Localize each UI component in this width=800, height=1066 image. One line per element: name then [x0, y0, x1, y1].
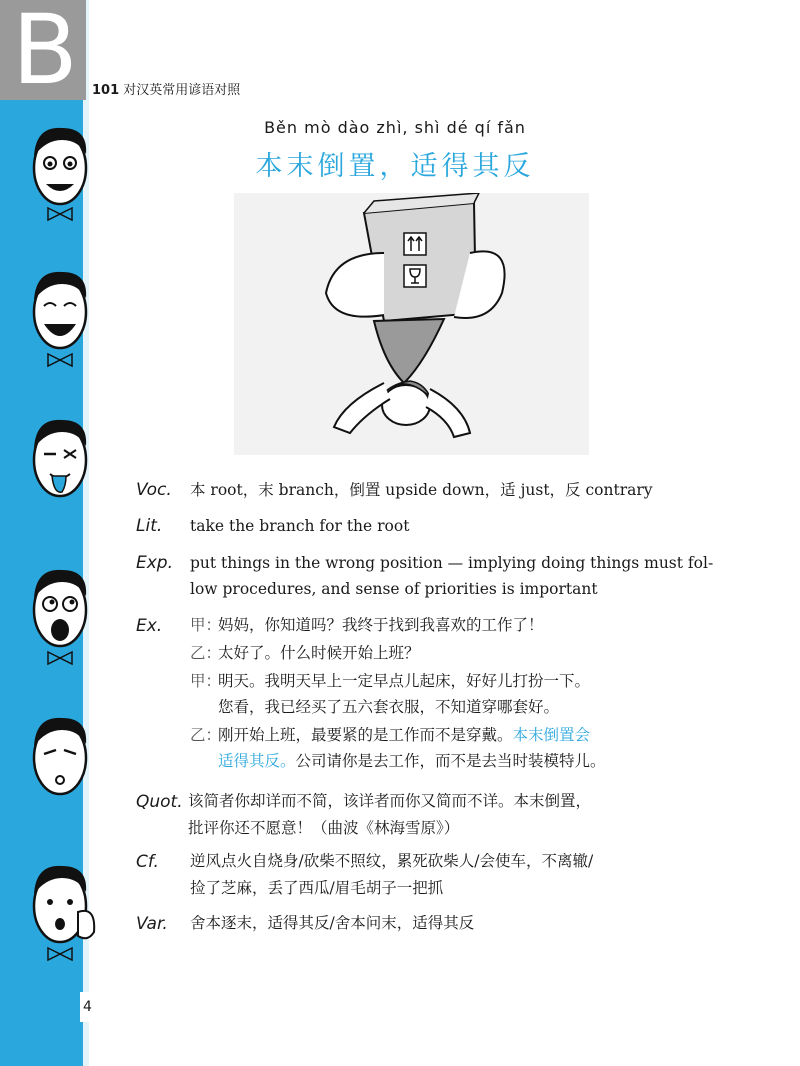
quot-label: Quot. — [136, 792, 183, 812]
exp-text-line-2: low procedures, and sense of priorities is important — [190, 580, 598, 598]
highlighted-proverb: 本末倒置会 — [512, 726, 591, 744]
cartoon-face-2-icon — [22, 262, 104, 372]
lit-label: Lit. — [136, 516, 163, 536]
cf-text-line-1: 逆风点火自烧身/砍柴不照纹，累死砍柴人/会使车，不离辙/ — [190, 852, 594, 870]
var-text: 舍本逐末，适得其反/舍本问末，适得其反 — [190, 914, 475, 932]
dialogue-line: 您看，我已经买了五六套衣服，不知道穿哪套好。 — [218, 698, 560, 716]
voc-label: Voc. — [136, 480, 172, 500]
cartoon-face-6-icon — [22, 856, 104, 966]
proverb-title: 本末倒置，适得其反 — [255, 151, 535, 182]
cartoon-face-1-icon — [22, 118, 104, 228]
dialogue-text: 刚开始上班，最要紧的是工作而不是穿戴。 — [218, 726, 513, 744]
cf-text-line-2: 捡了芝麻，丢了西瓜/眉毛胡子一把抓 — [190, 879, 444, 897]
quot-text-line-2: 批评你还不愿意！（曲波《林海雪原》） — [188, 819, 460, 837]
dialogue-line: 太好了。什么时候开始上班？ — [218, 644, 420, 662]
dialogue-speaker: 乙： — [190, 726, 222, 744]
running-header — [92, 79, 240, 98]
exp-label: Exp. — [136, 553, 173, 573]
ex-label: Ex. — [136, 616, 163, 636]
dialogue-speaker: 甲： — [190, 616, 222, 634]
proverb-pinyin: Běn mò dào zhì, shì dé qí fǎn — [264, 118, 526, 137]
cf-label: Cf. — [136, 852, 159, 872]
var-label: Var. — [136, 914, 168, 934]
quot-text-line-1: 该简者你却详而不简，该详者而你又简而不详。本末倒置， — [188, 792, 592, 810]
dialogue-speaker: 甲： — [190, 672, 222, 690]
exp-text-line-1: put things in the wrong position — implying doing things must fol- — [190, 554, 714, 572]
highlighted-proverb: 适得其反。 — [218, 752, 296, 770]
running-header-number: 101 — [92, 83, 120, 98]
dialogue-line — [218, 748, 606, 774]
dialogue-line — [218, 722, 590, 748]
dialogue-speaker: 乙： — [190, 644, 222, 662]
section-letter: B — [12, 0, 78, 106]
section-letter-box — [0, 0, 86, 106]
voc-text: 本 root，末 branch，倒置 upside down，适 just，反 contrary — [190, 481, 653, 499]
dialogue-line: 明天。我明天早上一定早点儿起床，好好儿打扮一下。 — [218, 672, 591, 690]
dialogue-line: 妈妈，你知道吗？我终于找到我喜欢的工作了！ — [218, 616, 544, 634]
cartoon-face-4-icon — [22, 560, 104, 670]
running-header-title: 对汉英常用谚语对照 — [119, 83, 241, 98]
cartoon-face-5-icon — [22, 708, 104, 818]
lit-text: take the branch for the root — [190, 517, 410, 535]
upside-down-person-illustration — [234, 193, 589, 455]
cartoon-face-3-icon — [22, 410, 104, 520]
page-number: 4 — [83, 999, 92, 1015]
dialogue-text: 公司请你是去工作，而不是去当时装模特儿。 — [295, 752, 606, 770]
